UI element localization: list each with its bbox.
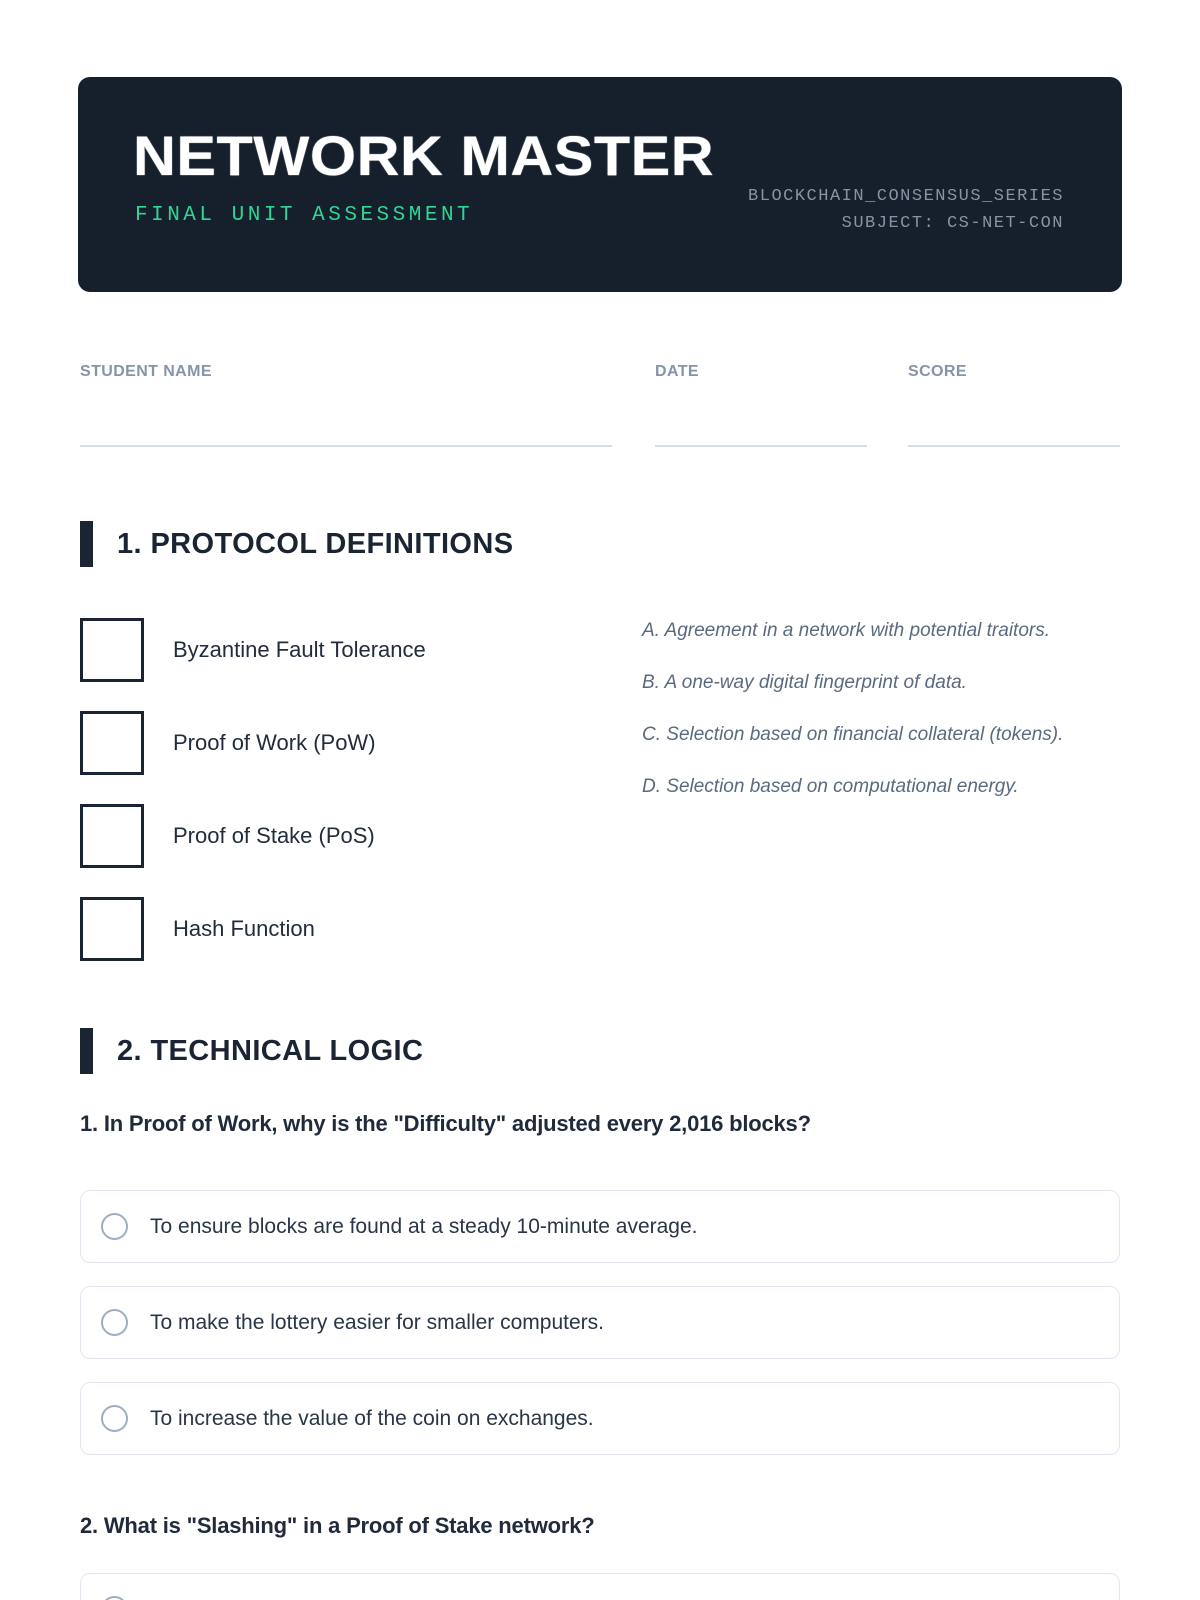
- radio-icon[interactable]: [101, 1596, 128, 1600]
- term-row: [80, 897, 642, 961]
- matching-exercise: [80, 618, 1120, 961]
- header-card: [78, 77, 1122, 292]
- radio-icon[interactable]: [101, 1213, 128, 1240]
- definition-b: B. A one-way digital fingerprint of data.: [642, 672, 967, 693]
- score-field: [908, 363, 1120, 447]
- q1-option-1[interactable]: [80, 1190, 1120, 1263]
- question-2-options: [80, 1573, 1120, 1600]
- terms-column: [80, 618, 642, 961]
- option-label: To make the lottery easier for smaller computers.: [150, 1310, 605, 1334]
- page-subtitle: FINAL UNIT ASSESSMENT: [135, 204, 474, 227]
- page-title: NETWORK MASTER: [133, 124, 715, 187]
- definition-a: A. Agreement in a network with potential traitors.: [642, 620, 1050, 641]
- section-1-title: 1. PROTOCOL DEFINITIONS: [117, 527, 514, 560]
- question-1-text: 1. In Proof of Work, why is the "Difficulty" adjusted every 2,016 blocks?: [80, 1111, 811, 1136]
- term-checkbox-bft[interactable]: [80, 618, 144, 682]
- series-label: BLOCKCHAIN_CONSENSUS_SERIES: [748, 187, 1064, 206]
- date-label: DATE: [655, 363, 699, 380]
- student-name-input[interactable]: [80, 445, 612, 447]
- score-input[interactable]: [908, 445, 1120, 447]
- q1-option-2[interactable]: [80, 1286, 1120, 1359]
- section-2-title: 2. TECHNICAL LOGIC: [117, 1034, 424, 1067]
- score-label: SCORE: [908, 363, 967, 380]
- term-row: [80, 711, 642, 775]
- section-2-heading: [80, 1028, 423, 1074]
- definitions-column: [642, 618, 1120, 961]
- question-2-text: 2. What is "Slashing" in a Proof of Stake network?: [80, 1513, 595, 1538]
- subject-label: SUBJECT: CS-NET-CON: [841, 214, 1064, 233]
- term-row: [80, 804, 642, 868]
- term-label: Proof of Stake (PoS): [173, 823, 375, 848]
- q2-option-1[interactable]: [80, 1573, 1120, 1600]
- option-label: To ensure blocks are found at a steady 10-minute average.: [150, 1214, 698, 1238]
- date-input[interactable]: [655, 445, 867, 447]
- header-meta: [748, 183, 1064, 237]
- q1-option-3[interactable]: [80, 1382, 1120, 1455]
- radio-icon[interactable]: [101, 1405, 128, 1432]
- info-fields-row: [80, 363, 1120, 447]
- date-field: [655, 363, 867, 447]
- term-row: [80, 618, 642, 682]
- definition-d: D. Selection based on computational energy.: [642, 776, 1019, 797]
- radio-icon[interactable]: [101, 1309, 128, 1336]
- term-checkbox-pos[interactable]: [80, 804, 144, 868]
- term-label: Byzantine Fault Tolerance: [173, 637, 426, 662]
- student-name-label: STUDENT NAME: [80, 363, 212, 380]
- question-1-options: [80, 1190, 1120, 1455]
- section-1-heading: [80, 521, 513, 567]
- term-label: Proof of Work (PoW): [173, 730, 376, 755]
- section-bar: [80, 1028, 93, 1074]
- option-label: To increase the value of the coin on exchanges.: [150, 1406, 594, 1430]
- student-name-field: [80, 363, 612, 447]
- term-checkbox-pow[interactable]: [80, 711, 144, 775]
- section-bar: [80, 521, 93, 567]
- definition-c: C. Selection based on financial collateral (tokens).: [642, 724, 1064, 745]
- term-checkbox-hash[interactable]: [80, 897, 144, 961]
- term-label: Hash Function: [173, 916, 315, 941]
